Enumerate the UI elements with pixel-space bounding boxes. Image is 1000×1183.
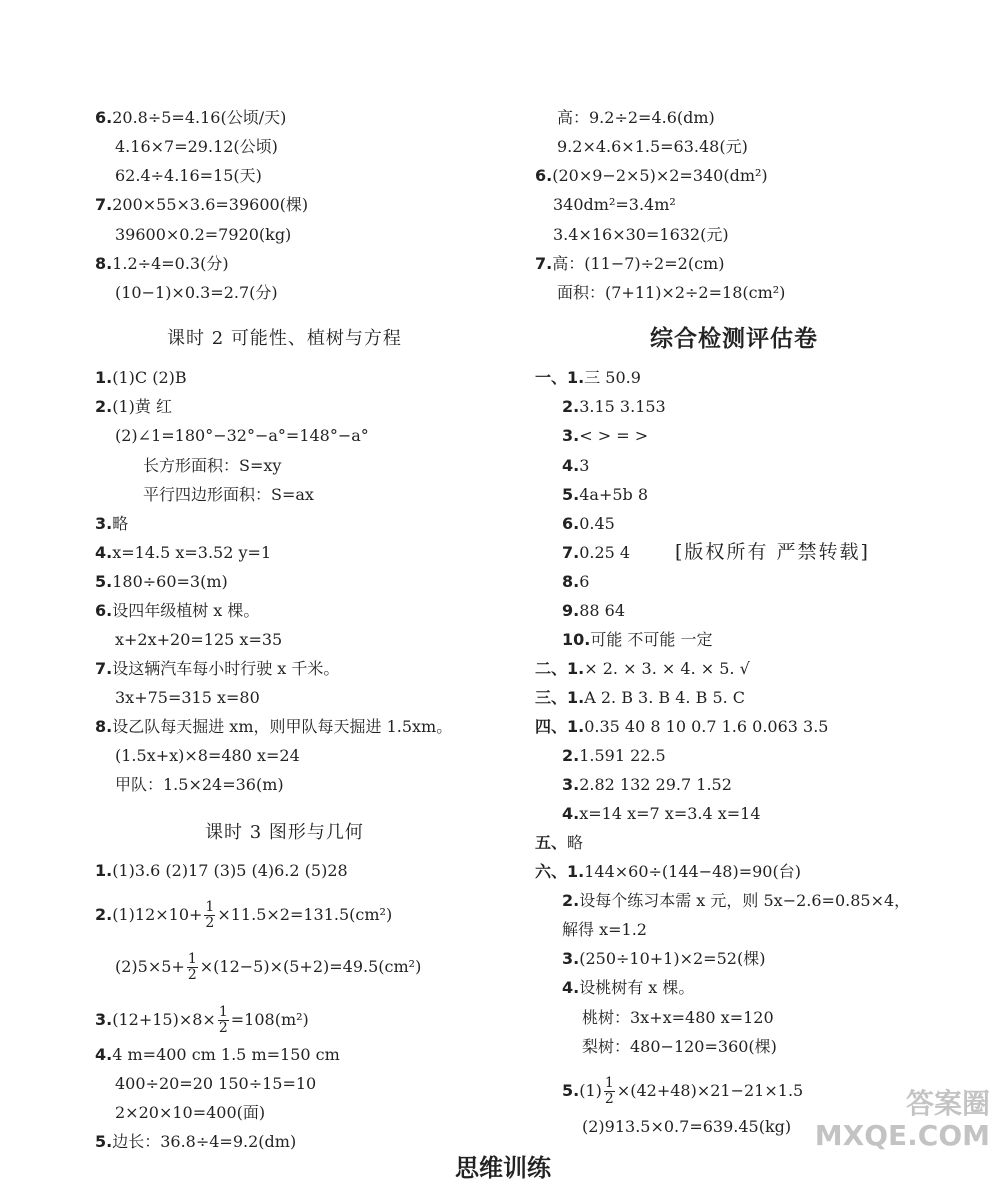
answer-line: 7.高：(11−7)÷2=2(cm) bbox=[535, 254, 725, 273]
watermark-url: MXQE.COM bbox=[814, 1119, 990, 1152]
answer-line: 6.(20×9−2×5)×2=340(dm²) bbox=[535, 166, 768, 185]
answer-line: 4.16×7=29.12(公顷) bbox=[115, 137, 278, 156]
answer-line: 4.x=14.5 x=3.52 y=1 bbox=[95, 543, 272, 562]
answer-line: 400÷20=20 150÷15=10 bbox=[115, 1074, 317, 1093]
answer-line: 梨树：480−120=360(棵) bbox=[582, 1037, 777, 1056]
fraction: $\frac{1}{2}$ bbox=[187, 951, 197, 983]
answer-line: 9.2×4.6×1.5=63.48(元) bbox=[557, 137, 748, 156]
answer-line: (2)∠1=180°−32°−a°=148°−a° bbox=[115, 426, 369, 445]
answer-line: 六、1.144×60÷(144−48)=90(台) bbox=[535, 862, 801, 881]
answer-line: 8.设乙队每天掘进 xm，则甲队每天掘进 1.5xm。 bbox=[95, 717, 453, 736]
answer-line: 4.4 m=400 cm 1.5 m=150 cm bbox=[95, 1045, 340, 1064]
answer-line: 二、1.× 2. × 3. × 4. × 5. √ bbox=[535, 659, 750, 678]
watermark bbox=[815, 1088, 990, 1152]
answer-line: (2)913.5×0.7=639.45(kg) bbox=[582, 1117, 792, 1136]
answer-line: 3.2.82 132 29.7 1.52 bbox=[562, 775, 732, 794]
answer-line: 4.x=14 x=7 x=3.4 x=14 bbox=[562, 804, 761, 823]
answer-line: 桃树：3x+x=480 x=120 bbox=[582, 1008, 774, 1027]
answer-line: 3x+75=315 x=80 bbox=[115, 688, 260, 707]
answer-line: 6.设四年级植树 x 棵。 bbox=[95, 601, 260, 620]
answer-line: 四、1.0.35 40 8 10 0.7 1.6 0.063 3.5 bbox=[535, 717, 829, 736]
answer-line: 4.设桃树有 x 棵。 bbox=[562, 978, 695, 997]
answer-line: 6.20.8÷5=4.16(公顷/天) bbox=[95, 108, 287, 127]
answer-line: 8.6 bbox=[562, 572, 590, 591]
answer-line: (10−1)×0.3=2.7(分) bbox=[115, 283, 278, 302]
fraction: $\frac{1}{2}$ bbox=[205, 899, 215, 931]
answer-line: 5.180÷60=3(m) bbox=[95, 572, 228, 591]
section-heading: 课时 2 可能性、植树与方程 bbox=[167, 328, 402, 349]
answer-line: 2.(1)12×10+ $\frac{1}{2}$ ×11.5×2=131.5(cm²) bbox=[95, 899, 393, 931]
fraction: $\frac{1}{2}$ bbox=[604, 1075, 614, 1107]
answer-line: 2.3.15 3.153 bbox=[562, 397, 666, 416]
answer-line: 解得 x=1.2 bbox=[562, 920, 647, 939]
answer-line: (2)5×5+ $\frac{1}{2}$ ×(12−5)×(5+2)=49.5(cm²) bbox=[115, 951, 422, 983]
answer-line: 7.设这辆汽车每小时行驶 x 千米。 bbox=[95, 659, 340, 678]
answer-line: 10.可能 不可能 一定 bbox=[562, 630, 713, 649]
answer-line: 甲队：1.5×24=36(m) bbox=[115, 775, 284, 794]
answer-line: 1.(1)C (2)B bbox=[95, 368, 187, 387]
answer-line: 7.0.25 4 bbox=[562, 543, 631, 562]
answer-line: 4.3 bbox=[562, 456, 590, 475]
answer-line: 2×20×10=400(面) bbox=[115, 1103, 266, 1122]
answer-line: 7.200×55×3.6=39600(棵) bbox=[95, 195, 309, 214]
answer-line: 五、略 bbox=[535, 833, 584, 852]
answer-line: 39600×0.2=7920(kg) bbox=[115, 225, 292, 244]
answer-line: 340dm²=3.4m² bbox=[553, 195, 676, 214]
answer-line: 平行四边形面积：S=ax bbox=[143, 485, 314, 504]
answer-line: 8.1.2÷4=0.3(分) bbox=[95, 254, 229, 273]
answer-line: 1.(1)3.6 (2)17 (3)5 (4)6.2 (5)28 bbox=[95, 861, 348, 880]
answer-line: 5.边长：36.8÷4=9.2(dm) bbox=[95, 1132, 297, 1151]
answer-line: 三、1.A 2. B 3. B 4. B 5. C bbox=[535, 688, 746, 707]
answer-line: 62.4÷4.16=15(天) bbox=[115, 166, 262, 185]
answer-line: 长方形面积：S=xy bbox=[143, 456, 282, 475]
answer-line: 2.(1)黄 红 bbox=[95, 397, 172, 416]
answer-line: 2.1.591 22.5 bbox=[562, 746, 666, 765]
answer-line: 3.4×16×30=1632(元) bbox=[553, 225, 729, 244]
answer-line: 5.(1) $\frac{1}{2}$ ×(42+48)×21−21×1.5 bbox=[562, 1075, 804, 1107]
answer-line: (1.5x+x)×8=480 x=24 bbox=[115, 746, 300, 765]
answer-line: 6.0.45 bbox=[562, 514, 615, 533]
answer-line: 3.< > = > bbox=[562, 426, 649, 445]
answer-line: 面积：(7+11)×2÷2=18(cm²) bbox=[557, 283, 786, 302]
watermark-logo-text: 答案圈 bbox=[905, 1087, 990, 1120]
page-title: 综合检测评估卷 bbox=[650, 326, 818, 352]
answer-line: 3.(12+15)×8× $\frac{1}{2}$ =108(m²) bbox=[95, 1004, 309, 1036]
answer-line: x+2x+20=125 x=35 bbox=[115, 630, 283, 649]
answer-line: 一、1.三 50.9 bbox=[535, 368, 641, 387]
footer-label: 思维训练 bbox=[455, 1154, 551, 1182]
answer-line: 3.(250÷10+1)×2=52(棵) bbox=[562, 949, 766, 968]
section-heading: 课时 3 图形与几何 bbox=[205, 822, 364, 843]
answer-line: 高：9.2÷2=4.6(dm) bbox=[557, 108, 715, 127]
fraction: $\frac{1}{2}$ bbox=[218, 1004, 228, 1036]
answer-line: 5.4a+5b 8 bbox=[562, 485, 649, 504]
answer-line: 9.88 64 bbox=[562, 601, 626, 620]
copyright-stamp: [版权所有 严禁转载] bbox=[675, 541, 870, 563]
answer-line: 3.略 bbox=[95, 514, 129, 533]
answer-line: 2.设每个练习本需 x 元，则 5x−2.6=0.85×4， bbox=[562, 891, 911, 910]
